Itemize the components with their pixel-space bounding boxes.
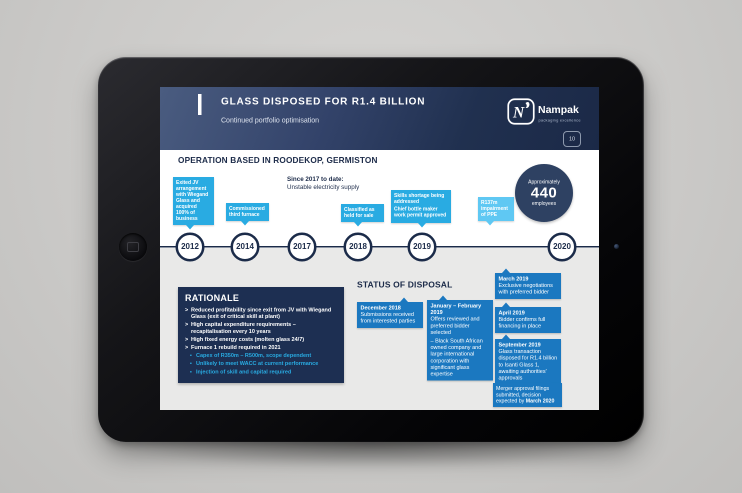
timeline-year-2019: 2019: [408, 233, 437, 262]
timeline-year-2014: 2014: [231, 233, 260, 262]
rationale-bullet: [185, 344, 337, 351]
employees-label-bottom: employees: [531, 200, 557, 207]
status-date: March 2019: [498, 276, 529, 282]
brand-name: Nampak: [538, 104, 579, 116]
status-body: Glass transaction disposed for R1.4 billion to Isanti Glass 1, awaiting authorities' approvals: [498, 348, 558, 381]
timeline-year-2012: 2012: [176, 233, 205, 262]
rationale-sub-bullet: [185, 369, 337, 376]
nampak-logo-icon: [507, 98, 535, 128]
timeline-year-2018: 2018: [344, 233, 373, 262]
home-button-icon: [127, 242, 139, 252]
employees-value: 440: [530, 184, 558, 202]
page-number-badge: 10: [563, 131, 581, 147]
tablet-frame: [98, 57, 644, 442]
title-accent-bar: [198, 94, 202, 115]
status-box-march-2019: [495, 273, 561, 299]
note-body: Unstable electricity supply: [287, 183, 360, 191]
callout-text: Skills shortage being addressed: [394, 193, 445, 205]
callout-text: Commissioned third furnace: [229, 206, 265, 218]
status-box-april-2019: [495, 307, 561, 333]
employees-label-top: Approximately: [528, 179, 560, 186]
rationale-bullet: [185, 322, 337, 335]
status-date: September 2019: [498, 342, 541, 348]
sub-bullet-text: Capex of R350m – R500m, scope dependent: [196, 352, 312, 359]
status-box-december-2018: [357, 302, 423, 328]
timeline-callout-2014: [226, 203, 269, 221]
svg-text:N: N: [513, 104, 525, 122]
status-date: April 2019: [498, 310, 525, 316]
tablet-screen: [160, 87, 599, 410]
status-heading: STATUS OF DISPOSAL: [357, 280, 453, 290]
sub-bullet-text: Injection of skill and capital required: [196, 368, 292, 375]
sub-bullet-text: Unlikely to meet WACC at current performance: [196, 360, 319, 367]
bullet-text: High capital expenditure requirements – recapitalisation every 10 years: [191, 321, 296, 335]
timeline-callout-impairment: [478, 197, 514, 221]
callout-text: Classified as held for sale: [344, 207, 375, 219]
timeline-callout-2019-skills: [391, 190, 451, 223]
electricity-note: [287, 175, 359, 191]
bullet-marker: >: [185, 321, 189, 328]
rationale-panel: [178, 287, 344, 383]
callout-text: R137m impairment of PPE: [481, 200, 508, 218]
bullet-marker: >: [185, 344, 189, 351]
bullet-marker: >: [185, 336, 189, 343]
callout-text-2: Chief bottle maker work permit approved: [394, 206, 447, 218]
timeline-year-2017: 2017: [288, 233, 317, 262]
bullet-marker: >: [185, 307, 189, 313]
status-box-january-february-2019: [427, 300, 493, 381]
status-date: December 2018: [360, 305, 401, 311]
employees-badge: [515, 164, 573, 222]
note-title: Since 2017 to date:: [287, 175, 344, 183]
operation-heading: OPERATION BASED IN ROODEKOP, GERMISTON: [178, 156, 378, 165]
status-body: Bidder confirms full financing in place: [498, 316, 546, 330]
slide-header: [160, 87, 599, 150]
slide-subtitle: Continued portfolio optimisation: [221, 116, 320, 124]
slide-title: GLASS DISPOSED FOR R1.4 BILLION: [221, 96, 426, 107]
presentation-slide: [160, 87, 599, 410]
status-body: Offers reviewed and preferred bidder selected: [430, 316, 480, 336]
rationale-sub-bullet: [185, 361, 337, 368]
home-button[interactable]: [119, 233, 147, 261]
status-detail: – Black South African owned company and large international corporation with significant glass expertise: [430, 337, 483, 377]
timeline-callout-2018: [341, 204, 384, 222]
status-body: Merger approval filings submitted, decision expected by: [496, 385, 550, 405]
sub-bullet-marker: ▪: [190, 352, 192, 359]
camera-icon: [614, 244, 619, 249]
sub-bullet-marker: ▪: [190, 360, 192, 367]
rationale-sub-bullet: [185, 353, 337, 360]
timeline-year-2020: 2020: [548, 233, 577, 262]
sub-bullet-marker: ▪: [190, 368, 192, 375]
status-date: March 2020: [525, 398, 555, 405]
rationale-heading: RATIONALE: [185, 293, 240, 303]
status-date: January – February 2019: [430, 303, 482, 316]
timeline-line: [160, 246, 599, 248]
bullet-text: Furnace 1 rebuild required in 2021: [191, 344, 281, 351]
bullet-text: High fixed energy costs (molten glass 24/7): [191, 336, 305, 343]
status-body: Submissions received from interested parties: [360, 311, 416, 325]
brand-tagline: packaging excellence: [538, 118, 581, 123]
timeline-callout-2012: [173, 177, 214, 225]
status-body: Exclusive negotiations with preferred bidder: [498, 282, 553, 296]
status-box-merger-approval: [493, 383, 562, 407]
callout-text: Exited JV arrangement with Wiegand Glass and acquired 100% of business: [176, 180, 209, 222]
rationale-bullet: [185, 307, 337, 320]
bullet-text: Reduced profitability since exit from JV with Wiegand Glass (exit of critical skill at plant): [191, 307, 332, 320]
rationale-bullet: [185, 336, 337, 343]
